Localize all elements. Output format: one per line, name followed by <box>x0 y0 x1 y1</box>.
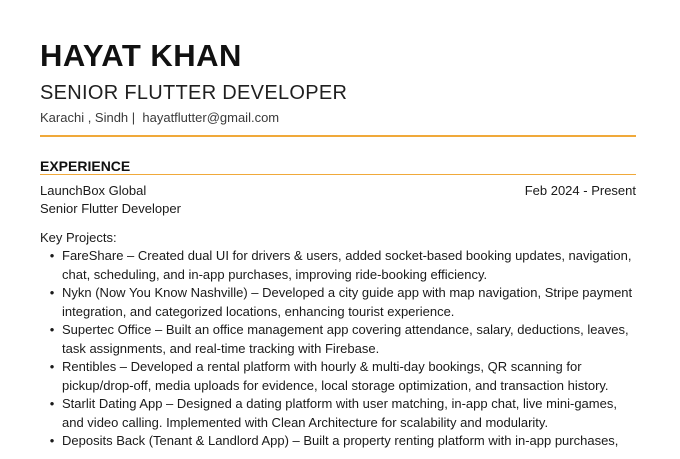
bullet-icon: • <box>49 285 55 300</box>
bullet-icon: • <box>49 322 55 337</box>
candidate-name: HAYAT KHAN <box>40 38 242 73</box>
list-item <box>40 432 636 451</box>
section-divider <box>40 174 636 175</box>
header-divider <box>40 135 636 137</box>
candidate-role: SENIOR FLUTTER DEVELOPER <box>40 82 348 104</box>
employment-dates: Feb 2024 - Present <box>524 183 636 198</box>
key-projects-label: Key Projects: <box>40 230 117 245</box>
list-item <box>40 321 636 358</box>
list-item <box>40 358 636 395</box>
project-line-1: FareShare – Created dual UI for drivers & users, added socket-based booking updates, navigation, <box>62 248 632 263</box>
bullet-icon: • <box>49 396 55 411</box>
contact-line: Karachi , Sindh | hayatflutter@gmail.com <box>40 110 280 125</box>
project-line-1: Starlit Dating App – Designed a dating platform with user matching, in-app chat, live mini-games, <box>62 396 617 411</box>
project-line-2: chat, scheduling, and in-app purchases, improving ride-booking efficiency. <box>62 266 488 282</box>
project-list <box>40 247 636 451</box>
section-title-experience: EXPERIENCE <box>40 158 131 174</box>
list-item <box>40 284 636 321</box>
job-title: Senior Flutter Developer <box>40 201 181 216</box>
project-line-2: and video calling. Implemented with Clean Architecture for scalability and modularity. <box>62 414 549 430</box>
project-line-1: Deposits Back (Tenant & Landlord App) – Built a property renting platform with in-app purchases, <box>62 433 619 448</box>
bullet-icon: • <box>49 359 55 374</box>
project-line-2: integration, and categorized locations, enhancing tourist experience. <box>62 303 455 319</box>
list-item <box>40 395 636 432</box>
company-name: LaunchBox Global <box>40 183 147 198</box>
list-item <box>40 247 636 284</box>
project-line-1: Rentibles – Developed a rental platform with hourly & multi-day bookings, QR scanning for <box>62 359 582 374</box>
project-line-2: pickup/drop-off, media uploads for evidence, local storage optimization, and transaction history. <box>62 377 609 393</box>
bullet-icon: • <box>49 433 55 448</box>
project-line-2: task assignments, and real-time tracking with Firebase. <box>62 340 380 356</box>
project-line-1: Supertec Office – Built an office management app covering attendance, salary, deductions, leaves, <box>62 322 629 337</box>
project-line-1: Nykn (Now You Know Nashville) – Developed a city guide app with map navigation, Stripe payment <box>62 285 633 300</box>
bullet-icon: • <box>49 248 55 263</box>
